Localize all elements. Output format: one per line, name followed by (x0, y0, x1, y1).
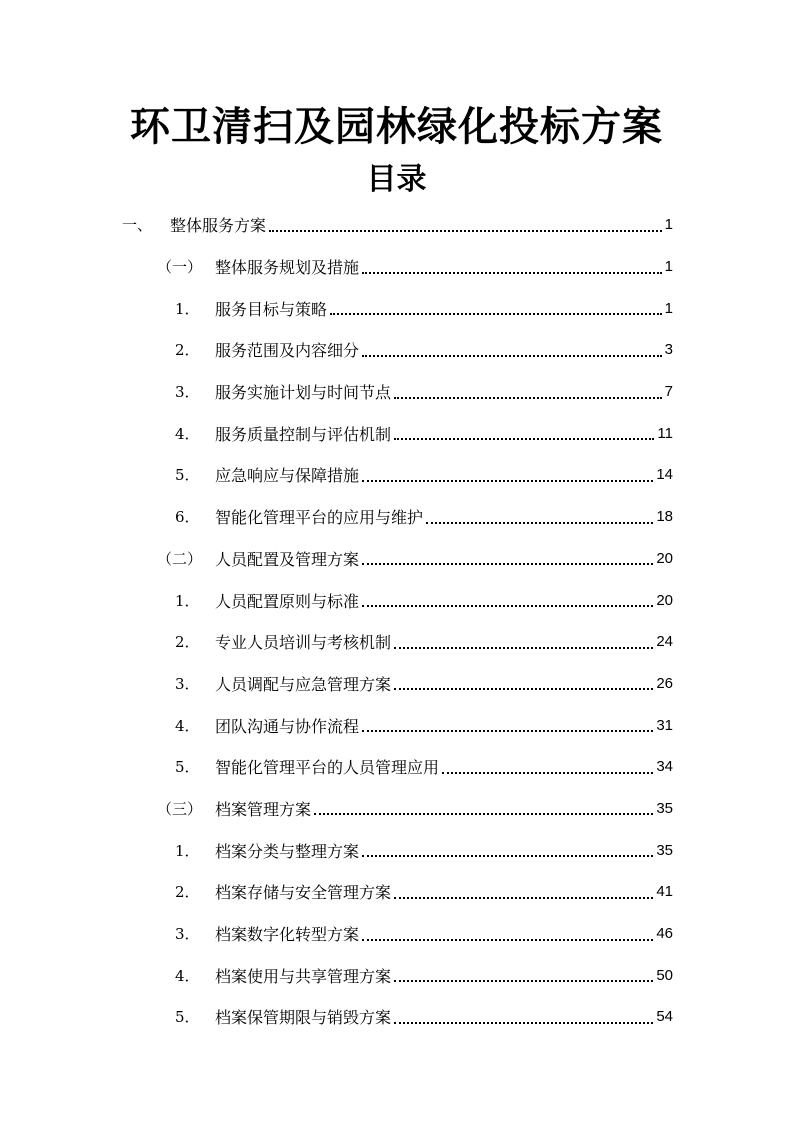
toc-entry[interactable] (0, 579, 673, 621)
toc-entry-label: 团队沟通与协作流程 (215, 716, 360, 736)
toc-entry-label: 人员调配与应急管理方案 (215, 674, 392, 694)
toc-entry[interactable] (0, 954, 673, 996)
toc-entry-label: 专业人员培训与考核机制 (215, 633, 392, 653)
toc-entry-number: 1． (175, 299, 200, 318)
dot-leader (394, 437, 654, 440)
toc-entry-number: 3． (175, 925, 200, 944)
toc-entry-page-number: 31 (656, 716, 673, 734)
dot-leader (394, 646, 653, 649)
toc-entry-number: 5． (175, 758, 200, 777)
toc-entry[interactable] (0, 704, 673, 746)
toc-entry[interactable] (0, 454, 673, 496)
dot-leader (314, 812, 653, 815)
toc-entry-number: 一、 (122, 216, 153, 235)
toc-entry-label: 应急响应与保障措施 (215, 466, 360, 486)
dot-leader (362, 562, 653, 565)
toc-entry-label: 档案分类与整理方案 (215, 841, 360, 861)
toc-entry[interactable] (0, 871, 673, 913)
dot-leader (394, 396, 662, 399)
toc-entry-number: 1． (175, 841, 200, 860)
dot-leader (394, 1021, 653, 1024)
toc-entry-page-number: 41 (656, 883, 673, 901)
document-title: 环卫清扫及园林绿化投标方案 (130, 104, 663, 150)
toc-entry-label: 服务目标与策略 (215, 299, 328, 319)
toc-entry-label: 档案使用与共享管理方案 (215, 966, 392, 986)
toc-entry[interactable] (0, 913, 673, 955)
dot-leader (442, 771, 653, 774)
toc-entry-label: 智能化管理平台的应用与维护 (215, 508, 424, 528)
dot-leader (362, 854, 653, 857)
toc-entry-page-number: 34 (656, 758, 673, 776)
toc-entry-label: 档案保管期限与销毁方案 (215, 1008, 392, 1028)
toc-entry-page-number: 7 (664, 383, 673, 401)
toc-entry-page-number: 46 (656, 925, 673, 943)
toc-entry-number: （二） (157, 549, 203, 568)
toc-entry[interactable] (0, 621, 673, 663)
toc-entry-page-number: 14 (656, 466, 673, 484)
toc-entry-label: 服务质量控制与评估机制 (215, 424, 392, 444)
toc-entry[interactable] (0, 996, 673, 1038)
toc-entry-page-number: 1 (664, 299, 673, 317)
toc-entry-page-number: 1 (664, 258, 673, 276)
toc-entry-number: 3． (175, 383, 200, 402)
toc-entry-page-number: 1 (664, 216, 673, 234)
dot-leader (330, 312, 662, 315)
toc-entry-number: 2． (175, 883, 200, 902)
dot-leader (426, 521, 653, 524)
toc-entry-label: 服务范围及内容细分 (215, 341, 360, 361)
toc-entry-page-number: 3 (664, 341, 673, 359)
toc-entry-number: 3． (175, 674, 200, 693)
toc-entry[interactable] (0, 329, 673, 371)
dot-leader (394, 896, 653, 899)
toc-entry-label: 档案存储与安全管理方案 (215, 883, 392, 903)
toc-entry-number: 4． (175, 966, 200, 985)
toc-entry[interactable] (0, 246, 673, 288)
dot-leader (394, 979, 653, 982)
toc-entry[interactable] (0, 538, 673, 580)
toc-entry-label: 智能化管理平台的人员管理应用 (215, 758, 440, 778)
toc-entry-page-number: 35 (656, 841, 673, 859)
toc-entry[interactable] (0, 412, 673, 454)
table-of-contents (0, 204, 793, 1038)
dot-leader (269, 229, 662, 232)
toc-entry[interactable] (0, 663, 673, 705)
toc-entry-label: 整体服务方案 (170, 216, 267, 236)
dot-leader (362, 729, 653, 732)
toc-entry-number: 4． (175, 424, 200, 443)
dot-leader (362, 938, 653, 941)
toc-entry[interactable] (0, 287, 673, 329)
toc-entry-number: 1． (175, 591, 200, 610)
toc-entry-number: （一） (157, 258, 203, 277)
toc-entry-page-number: 20 (656, 591, 673, 609)
toc-entry-page-number: 24 (656, 633, 673, 651)
dot-leader (394, 687, 653, 690)
toc-entry-number: （三） (157, 799, 203, 818)
toc-entry-number: 2． (175, 633, 200, 652)
toc-entry-page-number: 18 (656, 508, 673, 526)
toc-entry-number: 6． (175, 508, 200, 527)
toc-entry-page-number: 11 (657, 424, 673, 442)
toc-entry-label: 档案数字化转型方案 (215, 925, 360, 945)
toc-entry-label: 人员配置原则与标准 (215, 591, 360, 611)
toc-entry-label: 服务实施计划与时间节点 (215, 383, 392, 403)
toc-entry[interactable] (0, 788, 673, 830)
toc-entry[interactable] (0, 746, 673, 788)
dot-leader (362, 354, 662, 357)
toc-entry[interactable] (0, 204, 673, 246)
toc-entry[interactable] (0, 829, 673, 871)
toc-entry-label: 档案管理方案 (215, 799, 312, 819)
toc-entry[interactable] (0, 371, 673, 413)
dot-leader (362, 271, 662, 274)
toc-entry-number: 2． (175, 341, 200, 360)
toc-entry-page-number: 26 (656, 674, 673, 692)
toc-entry-label: 整体服务规划及措施 (215, 258, 360, 278)
dot-leader (362, 604, 653, 607)
toc-entry-page-number: 50 (656, 966, 673, 984)
toc-entry-page-number: 35 (656, 799, 673, 817)
dot-leader (362, 479, 653, 482)
toc-heading: 目录 (366, 162, 427, 197)
toc-entry-number: 4． (175, 716, 200, 735)
toc-entry-label: 人员配置及管理方案 (215, 549, 360, 569)
toc-entry-page-number: 20 (656, 549, 673, 567)
toc-entry-number: 5． (175, 1008, 200, 1027)
toc-entry[interactable] (0, 496, 673, 538)
toc-entry-number: 5． (175, 466, 200, 485)
toc-entry-page-number: 54 (656, 1008, 673, 1026)
